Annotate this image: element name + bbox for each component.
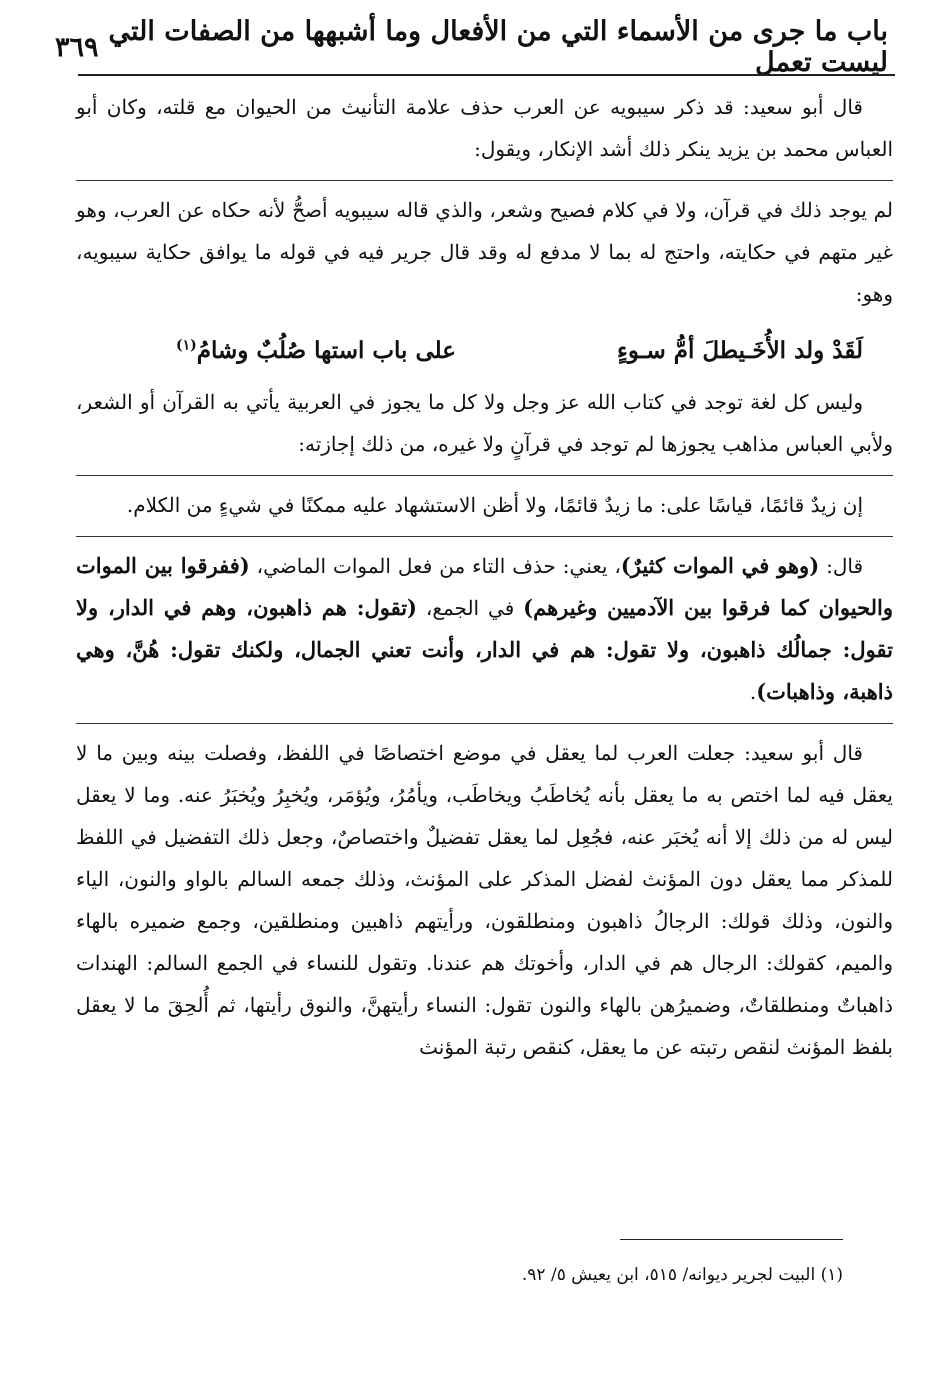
paragraph-separator (76, 536, 893, 537)
paragraph-2: لم يوجد ذلك في قرآن، ولا في كلام فصيح وشعر، والذي قاله سيبويه أصحُّ لأنه حكاه عن العرب، وهو غير متهم في حكايته، واحتج له بما لا مدفع له وقد قال جرير فيه في قوله ما يوافق حكاية سيبويه، وهو: (76, 198, 893, 306)
footnote: (١) البيت لجرير ديوانه/ ٥١٥، ابن يعيش ٥/ ٩٢. (521, 1265, 843, 1285)
paragraph-6: قال أبو سعيد: جعلت العرب لما يعقل في موضع اختصاصًا في اللفظ، وفصلت بينه وبين ما لا يعقل فيه لما اختص به ما يعقل بأنه يُخاطَبُ ويخاطَب، ويأمُرُ، ويُؤمَر، ويُخبِرُ ويُخبَرُ عنه. وما لا يعقل ليس له من ذلك إلا أنه يُخبَر عنه، فجُعِل لما يعقل تفضيلٌ واختصاصٌ، وجعل ذلك التفضيل في اللفظ للمذكر مما يعقل دون المؤنث لفضل المذكر على المؤنث، وذلك جمعه السالم بالواو والنون، الياء والنون، وذلك قولك: الرجالُ ذاهبون ومنطلقون، ورأيتهم ذاهبين ومنطلقين، وجمع ضميره بالهاء والميم، كقولك: الرجال هم في الدار، وأخوتك هم عندنا. وتقول للنساء في الجمع السالم: الهندات ذاهباتٌ ومنطلقاتٌ، وضميرُهن بالهاء والنون تقول: النساء رأيتهنَّ، والنوق رأيتها، ثم أُلحِقَ ما لا يعقل بلفظ المؤنث لنقص رتبته عن ما يعقل، كنقص رتبة المؤنث (76, 741, 894, 1059)
poetry-verse (76, 325, 893, 377)
paragraph-separator (76, 180, 893, 181)
paragraph-4: إن زيدٌ قائمًا، قياسًا على: ما زيدٌ قائمًا، ولا أظن الاستشهاد عليه ممكنًا في شيءٍ من الكلام. (126, 493, 863, 517)
paragraph-5 (76, 545, 893, 713)
verse-second-text: على باب استها صُلُبٌ وشامُ (196, 337, 456, 364)
text-run: . (749, 680, 757, 704)
paragraph-separator (76, 475, 893, 476)
footnote-rule (620, 1239, 843, 1240)
paragraph-1: قال أبو سعيد: قد ذكر سيبويه عن العرب حذف علامة التأنيث من الحيوان مع قلته، وكان أبو العباس محمد بن يزيد ينكر ذلك أشد الإنكار، ويقول: (76, 95, 893, 161)
paragraph-separator (76, 723, 893, 724)
text-run: في الجمع، (416, 596, 524, 620)
verse-first-hemistich: لَقَدْ ولد الأُخَـيطلَ أمُّ سـوءٍ (617, 337, 863, 364)
main-text (76, 86, 893, 1078)
header-rule (78, 74, 895, 76)
quoted-text-bold: (وهو في الموات كثيرٌ) (620, 553, 820, 578)
text-run: ، يعني: حذف التاء من فعل الموات الماضي، (249, 554, 621, 578)
running-header (55, 16, 888, 78)
paragraph-3: وليس كل لغة توجد في كتاب الله عز وجل ولا كل ما يجوز في العربية يأتي به القرآن أو الشعر، ولأبي العباس مذاهب يجوزها لم توجد في قرآنٍ ولا غيره، من ذلك إجازته: (76, 390, 893, 456)
verse-second-hemistich (176, 325, 456, 377)
quoted-text-bold: (ففرقوا بين الموات والحيوان كما فرقوا بين الآدميين وغيرهم) (76, 553, 893, 620)
quoted-text-bold: (تقول: هم ذاهبون، وهم في الدار، ولا تقول: جمالُك ذاهبون، ولا تقول: هم في الدار، وأنت تعني الجمال، ولكنك تقول: هُنَّ، وهي ذاهبة، وذاهبات) (76, 595, 893, 704)
page-number: ٣٦٩ (55, 31, 99, 63)
text-run: قال: (819, 554, 864, 578)
chapter-title: باب ما جرى من الأسماء التي من الأفعال وما أشبهها من الصفات التي ليست تعمل (108, 16, 888, 78)
footnote-reference: (١) (176, 337, 197, 354)
